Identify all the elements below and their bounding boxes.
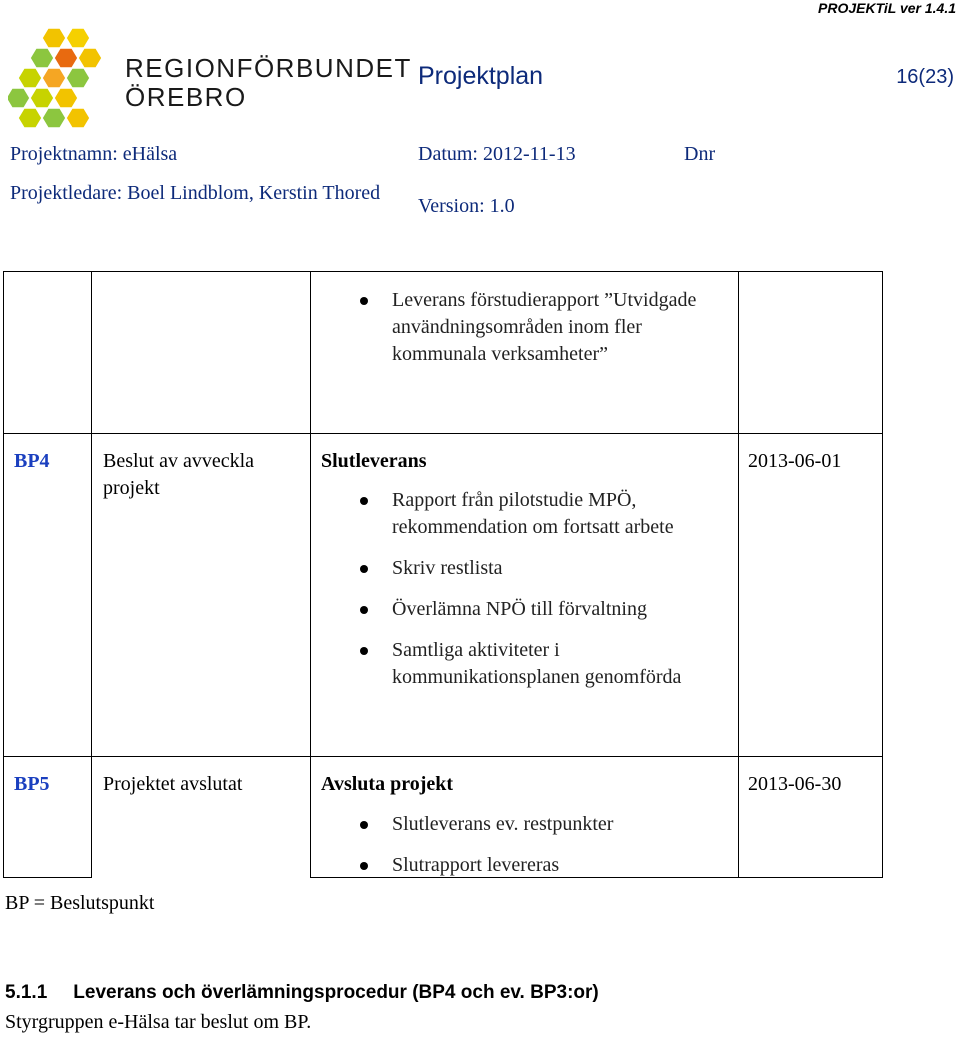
section-title: Leverans och överlämningsprocedur (BP4 och ev. BP3:or) — [73, 982, 599, 1003]
org-line-2: ÖREBRO — [125, 82, 247, 112]
deliverable-heading: Slutleverans — [321, 450, 427, 472]
document-version: Version: 1.0 — [418, 195, 515, 217]
deliverables-list — [392, 811, 732, 879]
bp-id: BP5 — [14, 773, 50, 795]
list-item — [392, 596, 732, 623]
section-body: Styrgruppen e-Hälsa tar beslut om BP. — [5, 1011, 312, 1033]
deliverables-list — [392, 287, 732, 368]
section-number: 5.1.1 — [5, 982, 48, 1003]
date-cell: 2013-06-01 — [748, 450, 842, 472]
document-date: Datum: 2012-11-13 — [418, 143, 576, 165]
decision-text: Beslut av avveckla projekt — [103, 450, 255, 499]
organization-name — [125, 54, 412, 112]
deliverables-list — [392, 487, 732, 691]
deliverable-text: Leverans förstudierapport ”Utvidgade användningsområden inom fler kommunala verksamheter” — [392, 289, 697, 365]
list-item — [392, 811, 732, 838]
list-item — [392, 487, 732, 541]
org-line-1: REGIONFÖRBUNDET — [125, 53, 412, 83]
project-name: Projektnamn: eHälsa — [10, 143, 178, 165]
item-text: Slutleverans ev. restpunkter — [392, 813, 614, 835]
section-heading — [5, 982, 599, 1004]
footnote: BP = Beslutspunkt — [5, 892, 155, 914]
decision-text: Projektet avslutat — [103, 773, 243, 795]
list-item — [392, 637, 732, 691]
list-item — [392, 287, 732, 368]
list-item — [392, 852, 732, 879]
project-leaders: Projektledare: Boel Lindblom, Kerstin Thored — [10, 182, 381, 204]
bp-id: BP4 — [14, 450, 50, 472]
item-text: Slutrapport levereras — [392, 854, 560, 876]
item-text: Rapport från pilotstudie MPÖ, rekommendation om fortsatt arbete — [392, 489, 674, 538]
deliverables-cell — [392, 487, 732, 705]
version-tag: PROJEKTiL ver 1.4.1 — [818, 0, 956, 16]
document-title: Projektplan — [418, 62, 544, 90]
dnr-label: Dnr — [684, 143, 716, 165]
list-item — [392, 555, 732, 582]
deliverables-cell — [392, 811, 732, 893]
item-text: Samtliga aktiviteter i kommunikationsplanen genomförda — [392, 639, 682, 688]
table-row-continued — [392, 287, 732, 382]
date-cell: 2013-06-30 — [748, 773, 842, 795]
item-text: Skriv restlista — [392, 557, 503, 579]
deliverable-heading: Avsluta projekt — [321, 773, 454, 795]
item-text: Överlämna NPÖ till förvaltning — [392, 598, 647, 620]
page-number: 16(23) — [896, 66, 954, 88]
logo-icon — [8, 26, 118, 130]
